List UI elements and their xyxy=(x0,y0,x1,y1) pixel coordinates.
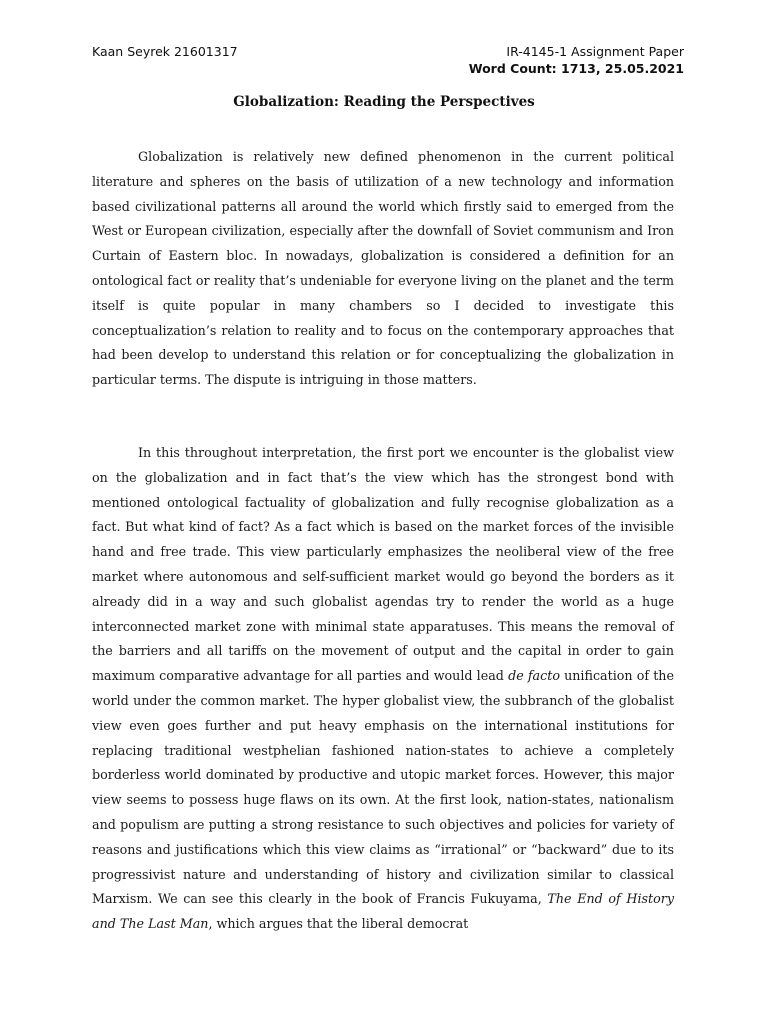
paragraph-2-text-end: , which argues that the liberal democrat xyxy=(208,916,469,932)
paragraph-1: Globalization is relatively new defined phenomenon in the current political literature and spheres on the basis of utilization of a new technology and information based civilizational patterns all around the world which firstly said to emerged from the West or European civilization, especially after the downfall of Soviet communism and Iron Curtain of Eastern bloc. In nowadays, globalization is considered a definition for an ontological fact or reality that’s undeniable for everyone living on the planet and the term itself is quite popular in many chambers so I decided to investigate this conceptualization’s relation to reality and to focus on the contemporary approaches that had been develop to understand this relation or for conceptualizing the globalization in particular terms. The dispute is intriguing in those matters. xyxy=(92,149,674,388)
paragraph-2-text-cont: unification of the world under the common market. The hyper globalist view, the subbranch of the globalist view even goes further and put heavy emphasis on the international institutions for replacing traditional westphelian fashioned nation-states to achieve a completely borderless world dominated by productive and utopic market forces. However, this major view seems to possess huge flaws on its own. At the first look, nation-states, nationalism and populism are putting a strong resistance to such objectives and policies for variety of reasons and justifications which this view claims as “irrational” or “backward” due to its progressivist nature and understanding of history and civilization similar to classical Marxism. We can see this clearly in the book of Francis Fukuyama, xyxy=(92,668,674,907)
paragraph-2 xyxy=(92,441,674,937)
paper-title: Globalization: Reading the Perspectives xyxy=(233,94,535,110)
course-header: IR-4145-1 Assignment Paper xyxy=(506,44,684,59)
italic-term-de-facto: de facto xyxy=(508,668,560,684)
author-header: Kaan Seyrek 21601317 xyxy=(92,44,238,59)
paragraph-2-text: In this throughout interpretation, the first port we encounter is the globalist view on the globalization and in fact that’s the view which has the strongest bond with mentioned ontological factuality of globalization and fully recognise globalization as a fact. But what kind of fact? As a fact which is based on the market forces of the invisible hand and free trade. This view particularly emphasizes the neoliberal view of the free market where autonomous and self-sufficient market would go beyond the borders as it already did in a way and such globalist agendas try to render the world as a huge interconnected market zone with minimal state apparatuses. This means the removal of the barriers and all tariffs on the movement of output and the capital in order to gain maximum comparative advantage for all parties and would lead xyxy=(92,445,674,684)
book-title-italic: The End of History and The Last Man xyxy=(92,891,675,932)
word-count-header: Word Count: 1713, 25.05.2021 xyxy=(468,61,684,76)
